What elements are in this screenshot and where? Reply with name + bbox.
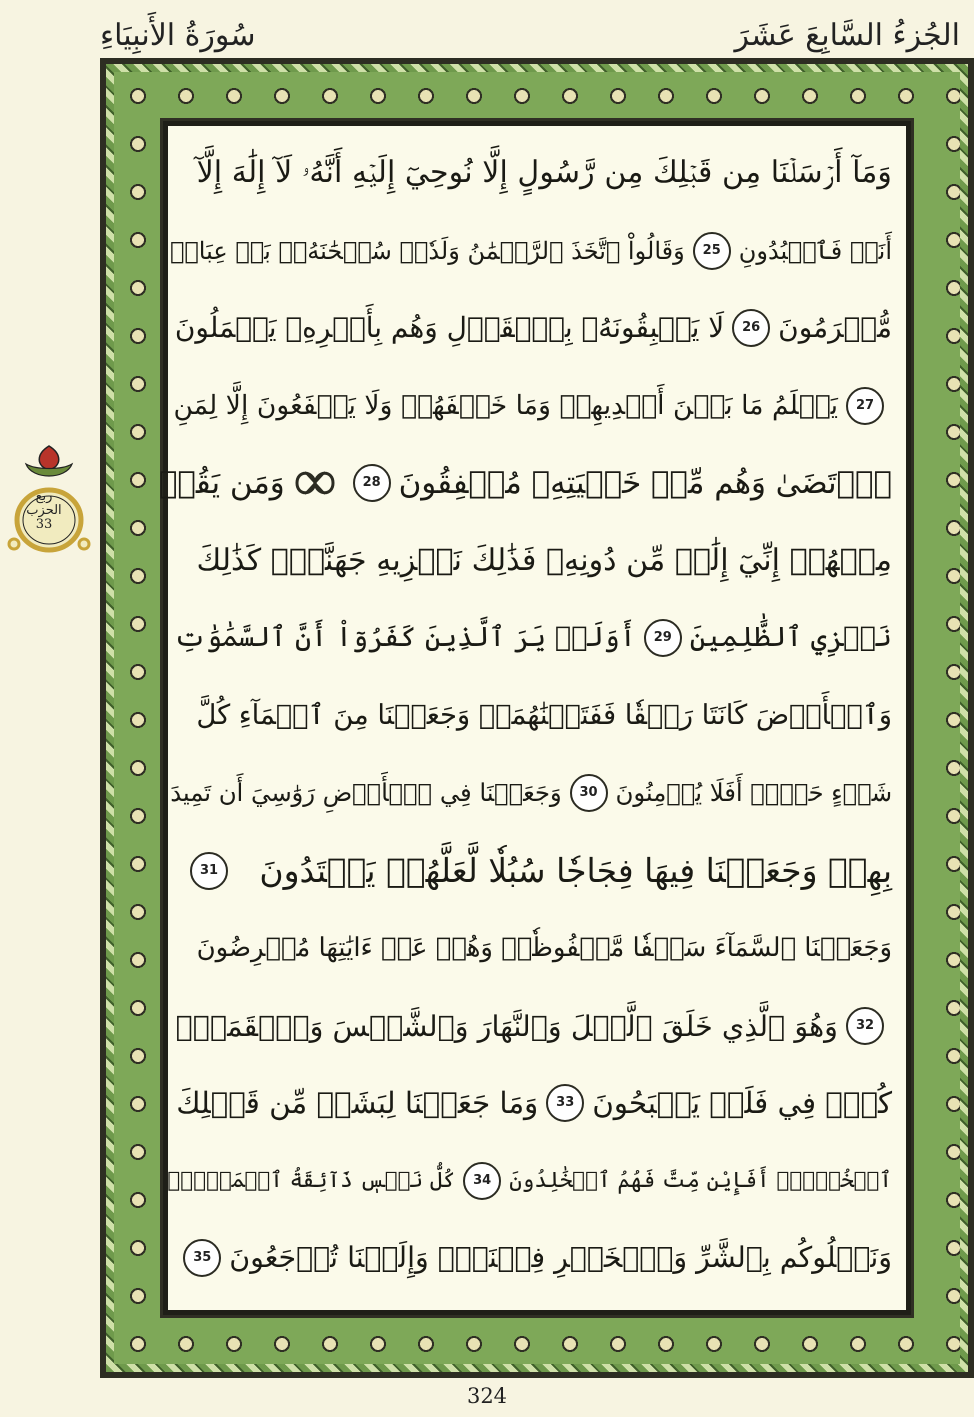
ayah-number-marker: 28 xyxy=(353,464,391,502)
verse-text: وَنَبۡلُوكُم بِٱلشَّرِّ وَٱلۡخَيۡرِ فِتۡنَةٗۖ وَإِلَيۡنَا تُرۡجَعُونَ xyxy=(229,1241,892,1274)
text-area xyxy=(158,126,906,1310)
verse-text: كُلّٞ فِي فَلَكٖ يَسۡبَحُونَ xyxy=(592,1086,892,1120)
ayah-number-marker: 35 xyxy=(183,1239,221,1277)
verse-line xyxy=(176,1064,892,1142)
hizb-word: الحزب xyxy=(26,503,62,518)
verse-text: وَقَالُواْ ٱتَّخَذَ ٱلرَّحۡمَٰنُ وَلَدٗاۗ سُبۡحَٰنَهُۥۚ بَلۡ عِبَادٞ xyxy=(169,236,685,265)
verse-line xyxy=(182,677,892,755)
verse-text: وَمَا جَعَلۡنَا لِبَشَرٖ مِّن قَبۡلِكَ xyxy=(176,1086,539,1120)
ayah-number-marker: 30 xyxy=(570,774,608,812)
verse-line xyxy=(182,522,892,600)
ayah-number-marker: 27 xyxy=(846,387,884,425)
verse-text: كُلُّ نَفۡسٖ ذَآئِقَةُ ٱلۡمَوۡتِۗ xyxy=(167,1167,456,1193)
ayah-number-marker: 34 xyxy=(463,1162,501,1200)
verse-text: ٱرۡتَضَىٰ وَهُم مِّنۡ خَشۡيَتِهِۦ مُشۡفِقُونَ xyxy=(398,465,892,501)
page-header xyxy=(100,18,960,62)
surah-name: سُورَةُ الأَنبِيَاءِ xyxy=(100,18,256,53)
verse-text: يَعۡلَمُ مَا بَيۡنَ أَيۡدِيهِمۡ وَمَا خَلۡفَهُمۡ وَلَا يَشۡفَعُونَ إِلَّا لِمَنِ xyxy=(173,389,838,421)
ayah-number-marker: 31 xyxy=(190,852,228,890)
verse-text: وَمَآ أَرۡسَلۡنَا مِن قَبۡلِكَ مِن رَّسُولٍ إِلَّا نُوحِيٓ إِلَيۡهِ أَنَّهُۥ لَآ إِلَٰهَ إِلَّآ xyxy=(196,155,892,190)
verse-line xyxy=(182,1219,892,1297)
hizb-quarter-label: ربع xyxy=(35,489,53,504)
hizb-label xyxy=(16,490,72,532)
verse-line xyxy=(182,909,892,987)
verse-text: وَجَعَلۡنَا ٱلسَّمَآءَ سَقۡفٗا مَّحۡفُوظٗاۖ وَهُمۡ عَنۡ ءَايَٰتِهَا مُعۡرِضُونَ xyxy=(196,933,892,963)
verse-text: مُّكۡرَمُونَ xyxy=(778,311,892,344)
verse-line xyxy=(182,832,892,910)
verse-line xyxy=(170,754,892,832)
verse-text: شَيۡءٍ حَيٍّۚ أَفَلَا يُؤۡمِنُونَ xyxy=(615,778,892,807)
verse-line xyxy=(175,987,892,1065)
verse-text: أَوَلَمۡ يَرَ ٱلَّذِينَ كَفَرُوٓاْ أَنَّ ٱلسَّمَٰوَٰتِ xyxy=(173,622,636,653)
sajda-mark-icon xyxy=(293,466,337,500)
ayah-number-marker: 29 xyxy=(644,619,682,657)
juz-name: الجُزءُ السَّابِعَ عَشَرَ xyxy=(734,18,960,53)
hizb-number: 33 xyxy=(35,517,53,532)
page-number: 324 xyxy=(466,1384,508,1408)
ayah-number-marker: 32 xyxy=(846,1007,884,1045)
verse-line xyxy=(158,444,892,522)
verse-text: نَجۡزِي ٱلظَّٰلِمِينَ xyxy=(689,622,892,653)
verse-line xyxy=(173,599,892,677)
verse-text: وَمَن يَقُلۡ xyxy=(158,465,285,501)
verse-line xyxy=(169,212,892,290)
verse-text: وَهُوَ ٱلَّذِي خَلَقَ ٱلَّيۡلَ وَٱلنَّهَارَ وَٱلشَّمۡسَ وَٱلۡقَمَرَۖ xyxy=(175,1008,838,1043)
verse-line xyxy=(173,367,892,445)
verse-line xyxy=(174,289,892,367)
verse-text: أَنَا۠ فَٱعۡبُدُونِ xyxy=(738,236,892,265)
verse-text: ٱلۡخُلۡدَۖ أَفَإِيْن مِّتَّ فَهُمُ ٱلۡخَٰلِدُونَ xyxy=(509,1167,892,1193)
verse-line xyxy=(182,134,892,212)
ayah-number-marker: 33 xyxy=(546,1084,584,1122)
verse-text: وَٱلۡأَرۡضَ كَانَتَا رَتۡقٗا فَفَتَقۡنَٰهُمَاۖ وَجَعَلۡنَا مِنَ ٱلۡمَآءِ كُلَّ xyxy=(196,699,892,731)
verse-text: وَجَعَلۡنَا فِي ٱلۡأَرۡضِ رَوَٰسِيَ أَن تَمِيدَ xyxy=(170,778,562,807)
ayah-number-marker: 26 xyxy=(732,309,770,347)
verse-text: بِهِمۡ وَجَعَلۡنَا فِيهَا فِجَاجٗا سُبُلٗا لَّعَلَّهُمۡ يَهۡتَدُونَ xyxy=(259,850,892,890)
ayah-number-marker: 25 xyxy=(693,232,731,270)
verse-text: لَا يَسۡبِقُونَهُۥ بِٱلۡقَوۡلِ وَهُم بِأَمۡرِهِۦ يَعۡمَلُونَ xyxy=(174,311,725,344)
verse-line xyxy=(167,1142,892,1220)
verse-text: مِنۡهُمۡ إِنِّيٓ إِلَٰهٞ مِّن دُونِهِۦ فَذَٰلِكَ نَجۡزِيهِ جَهَنَّمَۚ كَذَٰلِكَ xyxy=(196,542,892,578)
